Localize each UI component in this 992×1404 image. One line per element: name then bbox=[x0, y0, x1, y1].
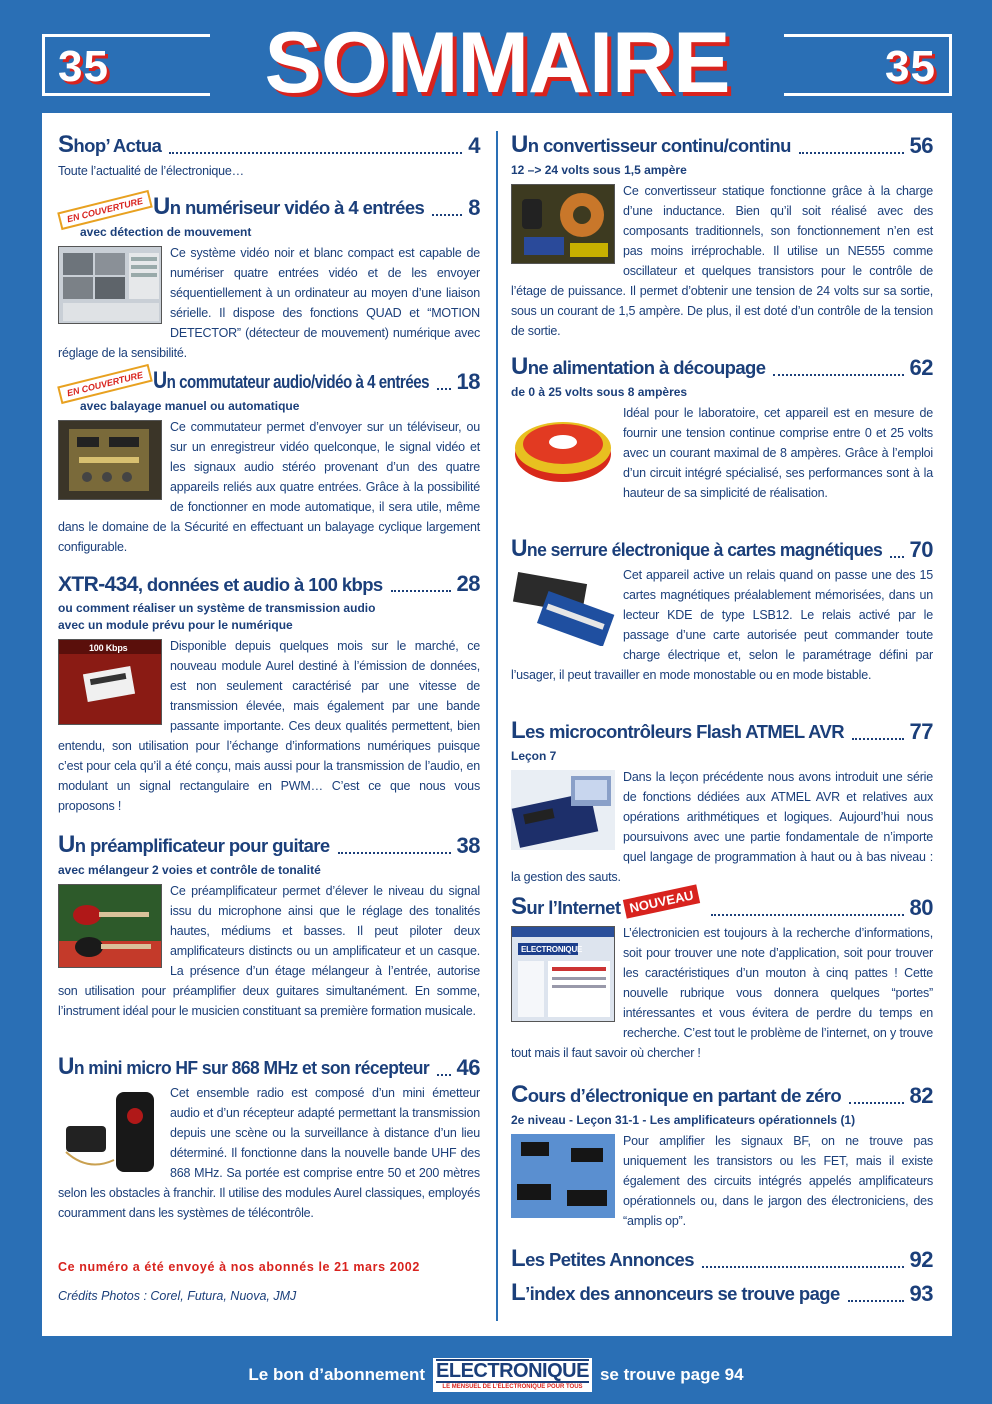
article-summary: Disponible depuis quelques mois sur le marché, ce nouveau module Aurel destiné à l’émission de données, est non seulement caractérisé par une vitesse de transmission élevée, mais également par une bande passante importante. Ces deux qualités permettent, bien entendu, son utilisation pour l’échange d’informations numériques puisque c’est pour cela qu’il a été conçu, mais aussi pour la transmission de l’audio, en modulant un signal rectangulaire en PWM… C’est ce que nous vous proposons ! bbox=[58, 639, 480, 813]
logo-name: ELECTRONIQUE bbox=[436, 1360, 589, 1382]
page-number: 62 bbox=[909, 355, 933, 380]
leader-dots bbox=[437, 1074, 451, 1076]
article-summary: Cet ensemble radio est composé d’un mini émetteur audio et d’un récepteur adapté permettant la transmission depuis une scène ou la surveillance à distance d’un lieu déterminé. Il fonctionne dans la nouvelle bande UHF des 868 MHz. Sa portée est comprise entre 50 et 200 mètres selon les obstacles à franchir. Il utilise des modules Aurel classiques, employés couramment dans les systèmes de télécontrôle. bbox=[58, 1086, 480, 1220]
article-subtitle: 12 –> 24 volts sous 1,5 ampère bbox=[511, 163, 687, 177]
photo-xtr434-module bbox=[58, 639, 162, 725]
photo-inductor-board bbox=[511, 184, 615, 264]
issue-number-right: 35 bbox=[885, 42, 936, 91]
photo-video-digitizer-software bbox=[58, 246, 162, 324]
svg-text:100 Kbps: 100 Kbps bbox=[89, 643, 128, 653]
leader-dots bbox=[432, 214, 462, 216]
article-serrure-electronique[interactable] bbox=[511, 537, 933, 685]
leader-dots bbox=[338, 852, 451, 854]
article-subtitle: Leçon 7 bbox=[511, 749, 557, 763]
article-alimentation-decoupage[interactable] bbox=[511, 355, 933, 503]
article-title: Les Petites Annonces bbox=[511, 1245, 694, 1272]
photo-switcher-circuit-board bbox=[58, 420, 162, 500]
article-sur-internet[interactable] bbox=[511, 887, 933, 1063]
photo-guitars bbox=[58, 884, 162, 968]
article-shop-actua[interactable] bbox=[58, 133, 480, 181]
leader-dots bbox=[799, 152, 904, 154]
article-title: Un préamplificateur pour guitare bbox=[58, 831, 330, 858]
leader-dots bbox=[391, 590, 451, 592]
photo-website-screenshot bbox=[511, 926, 615, 1022]
article-title: XTR-434, données et audio à 100 kbps bbox=[58, 573, 383, 596]
leader-dots bbox=[849, 1102, 903, 1104]
leader-dots bbox=[437, 388, 451, 390]
photo-micro-transmitter bbox=[58, 1086, 162, 1176]
leader-dots bbox=[773, 374, 903, 376]
page-number: 4 bbox=[468, 133, 480, 158]
magazine-logo bbox=[433, 1358, 592, 1392]
entry-index-annonceurs[interactable] bbox=[511, 1281, 933, 1307]
leader-dots bbox=[848, 1300, 904, 1302]
cover-badge: EN COUVERTURE bbox=[57, 364, 152, 404]
article-title: Sur l’Internet bbox=[511, 893, 621, 920]
entry-petites-annonces[interactable] bbox=[511, 1247, 933, 1273]
page-number: 8 bbox=[468, 195, 480, 220]
page-number: 70 bbox=[909, 537, 933, 562]
article-summary: Ce préamplificateur permet d’élever le niveau du signal issu du microphone ainsi que le réglage des tonalités hautes, médiums et basses. Il peut piloter deux amplificateurs distincts ou un amplificateur et un casque. La présence d’un étage mélangeur à l’entrée, autorise son utilisation pour préamplifier deux guitares simultanément. En somme, l’instrument idéal pour le musicien constituant sa première formation musicale. bbox=[58, 884, 480, 1018]
photo-toroidal-transformer bbox=[511, 406, 615, 490]
mailing-notice: Ce numéro a été envoyé à nos abonnés le 21 mars 2002 bbox=[58, 1260, 420, 1274]
article-summary: Toute l’actualité de l’électronique… bbox=[58, 164, 244, 178]
article-subtitle: ou comment réaliser un système de transmission audio avec un module prévu pour le numérique bbox=[58, 601, 376, 632]
subscription-footer bbox=[0, 1355, 992, 1395]
page-title: SOMMAIRE bbox=[264, 15, 730, 111]
page-number: 56 bbox=[909, 133, 933, 158]
leader-dots bbox=[711, 914, 903, 916]
article-title: Un commutateur audio/vidéo à 4 entrées bbox=[153, 367, 430, 394]
article-convertisseur-continu[interactable] bbox=[511, 133, 933, 341]
article-summary: Idéal pour le laboratoire, cet appareil est en mesure de fournir une tension continue comprise entre 0 et 25 volts avec un courant maximal de 8 ampères. Grâce à l’emploi d’un circuit intégré spécialisé, ses performances sont à la hauteur de sa simplicité de réalisation. bbox=[623, 406, 933, 500]
article-title: Un mini micro HF sur 868 MHz et son récepteur bbox=[58, 1053, 430, 1080]
footer-text-before: Le bon d’abonnement bbox=[248, 1365, 426, 1384]
article-microcontroleurs-atmel[interactable] bbox=[511, 719, 933, 887]
leader-dots bbox=[169, 152, 462, 154]
article-subtitle: de 0 à 25 volts sous 8 ampères bbox=[511, 385, 688, 399]
page-number: 46 bbox=[456, 1055, 480, 1080]
article-cours-electronique[interactable] bbox=[511, 1083, 933, 1231]
photo-op-amp-chips bbox=[511, 1134, 615, 1218]
article-preamplificateur-guitare[interactable] bbox=[58, 833, 480, 1021]
svg-text:ELECTRONIQUE: ELECTRONIQUE bbox=[521, 945, 583, 954]
article-title: Shop’ Actua bbox=[58, 131, 162, 158]
article-title: Les microcontrôleurs Flash ATMEL AVR bbox=[511, 717, 844, 744]
page-number: 93 bbox=[909, 1281, 933, 1306]
article-xtr-434[interactable] bbox=[58, 571, 480, 816]
cover-badge: EN COUVERTURE bbox=[57, 190, 152, 230]
column-divider bbox=[496, 131, 498, 1321]
article-subtitle: avec balayage manuel ou automatique bbox=[80, 399, 300, 413]
page-number: 82 bbox=[909, 1083, 933, 1108]
leader-dots bbox=[702, 1266, 904, 1268]
page-number: 92 bbox=[909, 1247, 933, 1272]
article-summary: L’électronicien est toujours à la recherche d’informations, soit pour trouver une note d’application, soit pour trouver les caractéristiques d’un mouton à cinq pattes ! Cette nouvelle rubrique vous donnera quelques “portes” intéressantes et vous évitera de perdre du temps en recherche. C’est tout le problème de l’internet, on y trouve tout mais il faut savoir où chercher ! bbox=[511, 926, 933, 1060]
leader-dots bbox=[852, 738, 904, 740]
article-summary: Cet appareil active un relais quand on passe une des 15 cartes magnétiques préalablement mémorisées, dans un lecteur KDE de type LSB12. Le relais activé par le passage d’une carte autorisée peut commander toute charge électrique et, selon le paramétrage défini par l’usager, il peut travailler en mode monostable ou en mode bistable. bbox=[511, 568, 933, 682]
photo-credits: Crédits Photos : Corel, Futura, Nuova, JMJ bbox=[58, 1289, 297, 1303]
page-number: 28 bbox=[456, 571, 480, 596]
article-summary: Ce convertisseur statique fonctionne grâce à la charge d’une inductance. Bien qu’il soit réalisé avec des composants traditionnels, son fonctionnement n’en est pas moins irréprochable. Il utilise un NE555 comme oscillateur et quelques transistors pour le contrôle de l’étage de puissance. Il permet d’obtenir une tension de 24 volts sur sa sortie, sous un courant de 1,5 ampère. De plus, il est doté d’un contrôle de la tension de sortie. bbox=[511, 184, 933, 338]
footer-text-after: se trouve page 94 bbox=[599, 1365, 744, 1384]
article-summary: Ce commutateur permet d’envoyer sur un téléviseur, ou sur un enregistreur vidéo quelconque, le signal vidéo et les signaux audio stéréo provenant d’un des quatre appareils reliés aux quatre entrées. Grâce à la possibilité de fonctionner en mode automatique, il sera utile, même dans le domaine de la Sécurité en effectuant un balayage cyclique largement configurable. bbox=[58, 420, 480, 554]
article-title: Une serrure électronique à cartes magnétiques bbox=[511, 535, 883, 562]
photo-magnetic-card-reader bbox=[511, 568, 615, 646]
photo-atmel-dev-board bbox=[511, 770, 615, 850]
page-number: 80 bbox=[909, 895, 933, 920]
article-title: Un convertisseur continu/continu bbox=[511, 131, 791, 158]
article-summary: Pour amplifier les signaux BF, on ne trouve pas uniquement les transistors ou les FET, mais il existe également des circuits intégrés appelés amplificateurs opérationnels ou, dans le jargon des électroniciens, des “amplis op”. bbox=[623, 1134, 933, 1228]
article-summary: Ce système vidéo noir et blanc compact est capable de numériser quatre entrées vidéo et de les envoyer séquentiellement à un ordinateur au moyen d’une liaison sérielle. Il dispose des fonctions QUAD et “MOTION DETECTOR” (détecteur de mouvement) numérique avec réglage de la sensibilité. bbox=[58, 246, 480, 360]
issue-number-left: 35 bbox=[58, 42, 109, 91]
leader-dots bbox=[890, 556, 904, 558]
article-numeriseur-video[interactable] bbox=[58, 195, 480, 363]
article-title: Une alimentation à découpage bbox=[511, 353, 766, 380]
article-commutateur-audio-video[interactable] bbox=[58, 369, 480, 557]
article-mini-micro-hf[interactable] bbox=[58, 1055, 480, 1223]
article-title: Cours d’électronique en partant de zéro bbox=[511, 1081, 842, 1108]
article-subtitle: 2e niveau - Leçon 31-1 - Les amplificateurs opérationnels (1) bbox=[511, 1113, 856, 1127]
article-summary: Dans la leçon précédente nous avons introduit une série de fonctions dédiées aux ATMEL AVR et relatives aux opérations arithmétiques et logiques. Aujourd’hui nous poursuivons avec une partie fondamentale de n’importe quel langage de programmation à haut ou à bas niveau : la gestion des sauts. bbox=[511, 770, 933, 884]
article-title: L’index des annonceurs se trouve page bbox=[511, 1279, 840, 1306]
article-subtitle: avec mélangeur 2 voies et contrôle de tonalité bbox=[58, 863, 321, 877]
masthead bbox=[42, 15, 952, 111]
page-number: 18 bbox=[456, 369, 480, 394]
article-title: Un numériseur vidéo à 4 entrées bbox=[153, 193, 425, 220]
page-number: 38 bbox=[456, 833, 480, 858]
logo-tagline: LE MENSUEL DE L’ÉLECTRONIQUE POUR TOUS bbox=[442, 1384, 583, 1390]
article-subtitle: avec détection de mouvement bbox=[80, 225, 252, 239]
page-number: 77 bbox=[909, 719, 933, 744]
contents-panel bbox=[42, 113, 952, 1336]
new-badge: NOUVEAU bbox=[623, 884, 700, 918]
